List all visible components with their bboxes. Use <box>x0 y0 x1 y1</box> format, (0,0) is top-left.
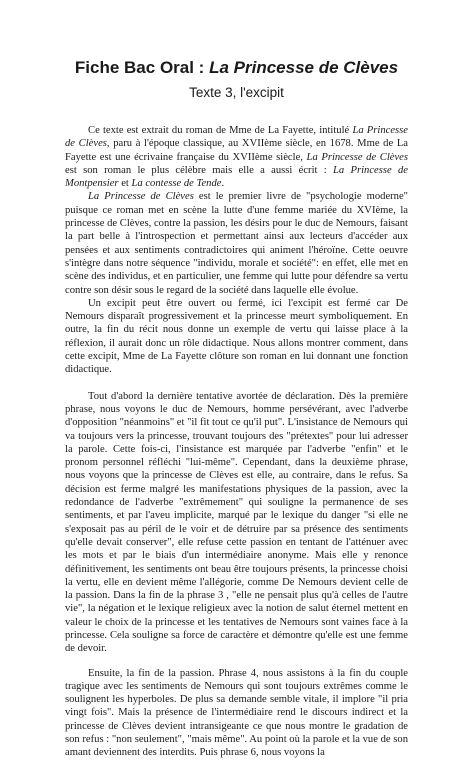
page-title <box>65 0 408 78</box>
text-run: . <box>221 178 225 190</box>
text-run: est son roman le plus célèbre mais elle a aussi écrit : <box>65 164 334 176</box>
paragraph-context <box>65 190 408 296</box>
title-prefix: Fiche Bac Oral : <box>74 58 210 77</box>
paragraph-part-one: Tout d'abord la dernière tentative avortée de déclaration. Dès la première phrase, nous voyons le duc de Nemours, homme persévérant, avec l'adverbe d'opposition "néanmoins" et "il fit tout ce qu'il put". L'insistance de Nemours qui va toujours vers la princesse, trouvant toujours des "prétextes" pour lui adresser la parole. Cette fois-ci, l'insistance est marquée par l'adverbe "enfin" et le pronom personnel réfléchi "lui-même". Cependant, dans la deuxième phrase, nous voyons que la princesse de Clèves est elle, au contraire, dans le refus. Sa décision est ferme malgré les manifestations physiques de la passion, avec la redondance de l'adverbe "extrêmement" qui souligne la permanence de ses sentiments, et par l'aveu implicite, marqué par le lexique du danger "si elle ne s'exposait pas au péril de le voir et de détruire par sa présence des sentiments qu'elle devait conserver", elle refuse cette passion en tentant de l'atténuer avec les mots et par le biais d'un intermédiaire anonyme. Mais elle y renonce définitivement, les sentiments ont beau être toujours présents, la princesse choisi la vertu, elle en devient même l'allégorie, comme De Nemours devient celle de la passion. Dans la fin de la phrase 3 , "elle ne pensait plus qu'à celles de l'autre vie", la négation et le lexique religieux avec la notion de salut éternel mettent en valeur le choix de la princesse et les tentatives de Nemours sont vaines face à la princesse. Cela souligne sa force de caractère et démontre qu'elle est une femme de devoir. <box>65 390 408 655</box>
italic-run: La contesse de Tende <box>131 178 222 190</box>
text-run: Ce texte est extrait du roman de Mme de La Fayette, intitulé <box>88 125 353 136</box>
document-body <box>65 124 408 760</box>
italic-run: La Princesse de Clèves <box>65 125 408 150</box>
italic-run: La Princesse de Clèves <box>306 151 408 163</box>
paragraph-intro <box>65 124 408 190</box>
text-run: est le premier livre de "psychologie moderne" puisque ce roman met en scène la lutte d'une femme mariée du XVIème, la princesse de Clèves, contre la passion, les désirs pour le duc de Nemours, faisant la part belle à l'introspection et permettant ainsi aux lecteurs d'accéder aux pensées et aux sentiments contradictoires qui animent l'héroïne. Cette oeuvre s'intègre dans notre séquence "individu, morale et société": en effet, elle met en scène des individus, et en particulier, une femme qui lutte pour défendre sa vertu contre son désir sous le regard de la société dans laquelle elle évolue. <box>65 191 408 296</box>
text-run: , paru à l'époque classique, au XVIIème siècle, en 1678. Mme de La Fayette est une écrivaine française du XVIIème siècle, <box>65 138 409 163</box>
italic-run: La Princesse de Clèves <box>88 191 194 203</box>
italic-run: La Princesse de Montpensier <box>65 164 408 190</box>
page-subtitle: Texte 3, l'excipit <box>189 85 284 100</box>
text-run: et <box>118 178 132 190</box>
paragraph-problematic: Un excipit peut être ouvert ou fermé, ici l'excipit est fermé car De Nemours disparaît progressivement et la princesse meurt symboliquement. En outre, la fin du récit nous donne un exemple de vertu qui laisse place à la réflexion, il aurait donc un rôle didactique. Nous allons montrer comment, dans cette excipit, Mme de La Fayette clôture son roman en lui donnant une fonction didactique. <box>65 297 408 376</box>
title-work: La Princesse de Clèves <box>209 58 399 77</box>
paragraph-part-two: Ensuite, la fin de la passion. Phrase 4, nous assistons à la fin du couple tragique avec les sentiments de Nemours qui sont toujours extrêmes comme le soulignent les hyperboles. De plus sa demande semble vitale, il implore "il pria vingt fois". Mais la présence de l'intermédiaire rend le discours indirect et la princesse de Clèves devient intransigeante ce que nous montre le gradation de son refus : "non seulement", "mais même". Au point où la parole et la vue de son amant deviennent des interdits. Puis phrase 6, nous voyons la <box>65 667 408 759</box>
